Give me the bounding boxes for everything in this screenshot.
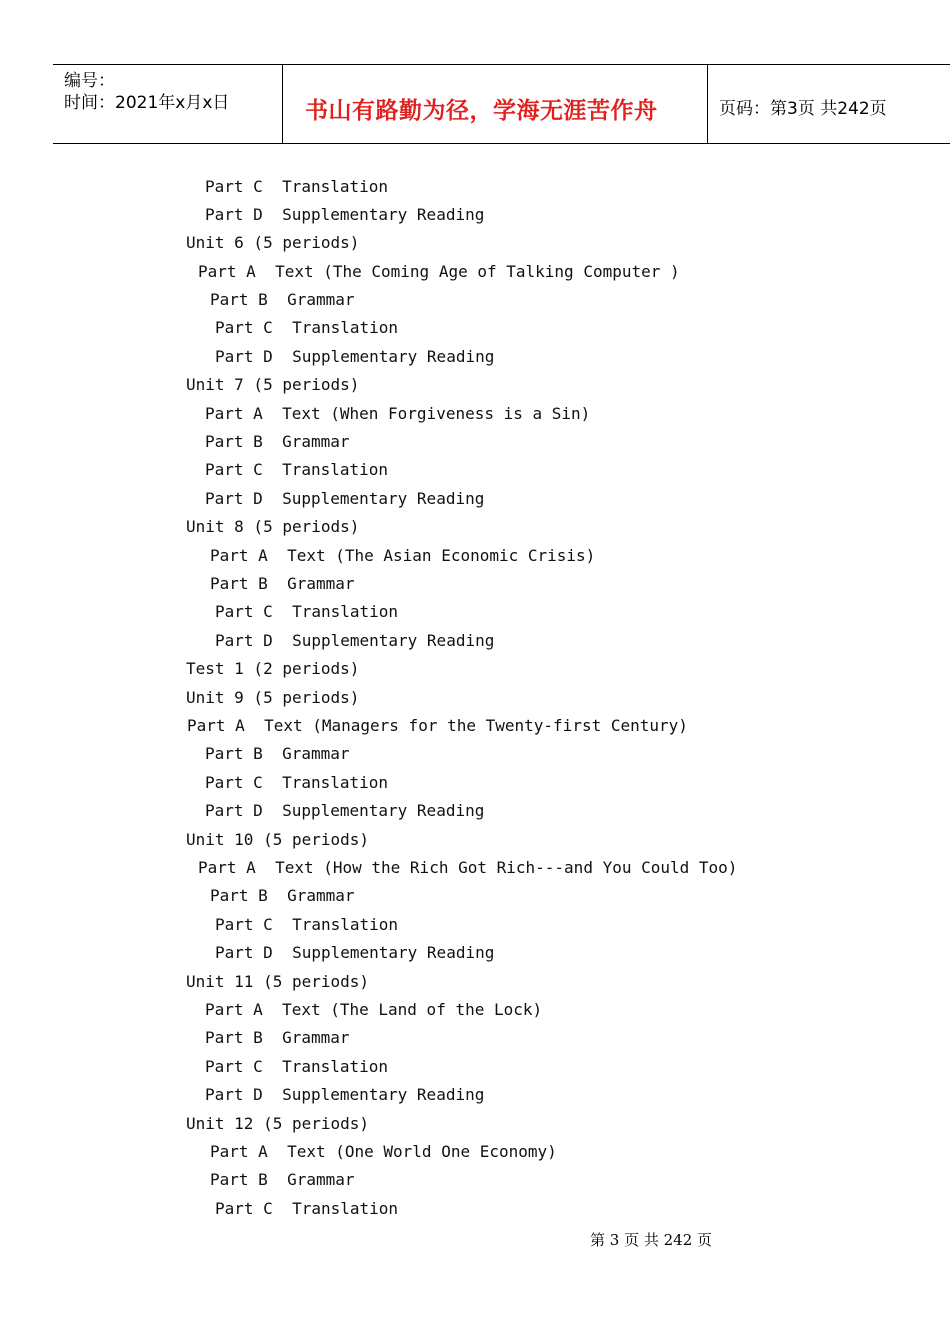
unit-heading: Unit 12 (5 periods) (186, 1114, 370, 1133)
outline-line: Part D Supplementary Reading (205, 801, 485, 820)
outline-line: Part B Grammar (205, 1028, 350, 1047)
outline-line: Part C Translation (205, 773, 389, 792)
outline-line: Part C Translation (205, 1057, 389, 1076)
document-header (53, 64, 950, 144)
unit-heading: Unit 7 (5 periods) (186, 375, 360, 394)
unit-heading: Unit 8 (5 periods) (186, 517, 360, 536)
outline-line: Part D Supplementary Reading (215, 347, 495, 366)
unit-heading: Unit 11 (5 periods) (186, 972, 370, 991)
outline-line: Part A Text (When Forgiveness is a Sin) (205, 404, 591, 423)
outline-line: Part A Text (One World One Economy) (210, 1142, 557, 1161)
outline-line: Part A Text (The Asian Economic Crisis) (210, 546, 596, 565)
outline-line: Part D Supplementary Reading (215, 943, 495, 962)
outline-line: Part B Grammar (210, 290, 355, 309)
outline-line: Part B Grammar (205, 744, 350, 763)
unit-heading: Unit 9 (5 periods) (186, 688, 360, 707)
outline-line: Part B Grammar (205, 432, 350, 451)
slogan: 书山有路勤为径，学海无涯苦作舟 (305, 98, 658, 124)
header-page-cell (708, 65, 950, 143)
outline-line: Part D Supplementary Reading (205, 205, 485, 224)
outline-line: Part D Supplementary Reading (205, 489, 485, 508)
page-info: 页码：第3页 共242页 (719, 99, 887, 119)
outline-line: Part C Translation (205, 460, 389, 479)
outline-line: Part D Supplementary Reading (205, 1085, 485, 1104)
outline-line: Part C Translation (215, 318, 399, 337)
outline-line: Part A Text (The Land of the Lock) (205, 1000, 543, 1019)
unit-heading: Unit 10 (5 periods) (186, 830, 370, 849)
header-slogan-cell (283, 65, 708, 143)
outline-line: Part C Translation (215, 602, 399, 621)
doc-number-label: 编号： (64, 71, 115, 91)
outline-line: Part B Grammar (210, 1170, 355, 1189)
outline-line: Part A Text (How the Rich Got Rich---and You Could Too) (198, 858, 738, 877)
outline-line: Part A Text (Managers for the Twenty-first Century) (187, 716, 688, 735)
outline-line: Part C Translation (215, 1199, 399, 1218)
outline-line: Part D Supplementary Reading (215, 631, 495, 650)
doc-time-label: 时间：2021年x月x日 (64, 93, 230, 113)
header-meta-cell (53, 65, 283, 143)
outline-line: Part C Translation (215, 915, 399, 934)
outline-line: Part B Grammar (210, 886, 355, 905)
page-footer: 第 3 页 共 242 页 (590, 1231, 713, 1249)
outline-line: Part C Translation (205, 177, 389, 196)
outline-line: Part B Grammar (210, 574, 355, 593)
test-heading: Test 1 (2 periods) (186, 659, 360, 678)
outline-line: Part A Text (The Coming Age of Talking Computer ) (198, 262, 680, 281)
unit-heading: Unit 6 (5 periods) (186, 233, 360, 252)
